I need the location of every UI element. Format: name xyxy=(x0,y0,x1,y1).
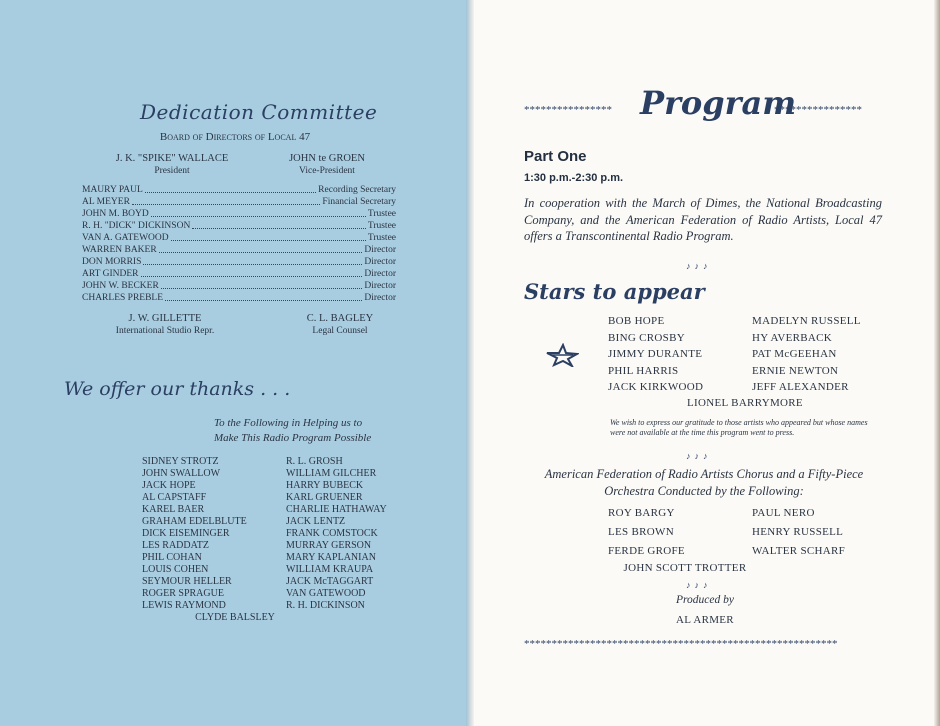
program-title: Program xyxy=(640,84,797,122)
leader-dots xyxy=(165,292,362,301)
officer-president xyxy=(92,152,252,178)
list-item: BOB HOPE xyxy=(608,315,665,327)
roster-row xyxy=(82,280,396,292)
roster-row xyxy=(82,184,396,196)
list-item: HARRY BUBECK xyxy=(286,480,364,491)
list-item: LES RADDATZ xyxy=(142,540,209,551)
star-rule-left: **************** xyxy=(524,104,612,116)
roster-role: Director xyxy=(364,281,396,291)
list-item: WILLIAM KRAUPA xyxy=(286,564,374,575)
officer-title: Vice-President xyxy=(299,166,355,176)
leader-dots xyxy=(171,232,366,241)
officer-title: International Studio Repr. xyxy=(115,326,215,336)
roster-row xyxy=(82,220,396,232)
stars-column-1 xyxy=(608,313,703,396)
part-heading: Part One xyxy=(524,148,587,165)
list-item: KAREL BAER xyxy=(142,504,205,515)
conductors-center-name: JOHN SCOTT TROTTER xyxy=(623,562,747,574)
list-item: HENRY RUSSELL xyxy=(752,526,844,538)
conductors-column-2 xyxy=(752,504,845,561)
thanks-subtitle-line: To the Following in Helping us to xyxy=(214,417,363,429)
list-item: ERNIE NEWTON xyxy=(752,364,839,377)
list-item: JIMMY DURANTE xyxy=(608,348,703,360)
roster-role: Trustee xyxy=(367,209,396,219)
board-title: Board of Directors of Local 47 xyxy=(159,131,311,143)
list-item: VAN GATEWOOD xyxy=(286,588,366,599)
roster-name: DON MORRIS xyxy=(82,257,142,267)
officer-vice-president xyxy=(262,152,392,178)
roster-role: Trustee xyxy=(367,233,396,243)
stars-column-2 xyxy=(752,313,861,396)
roster-name: JOHN M. BOYD xyxy=(82,209,149,219)
officer-name: J. K. "SPIKE" WALLACE xyxy=(115,153,229,164)
roster-row xyxy=(82,268,396,280)
roster-name: VAN A. GATEWOOD xyxy=(82,233,169,243)
list-item: MURRAY GERSON xyxy=(286,540,372,551)
list-item: DICK EISEMINGER xyxy=(142,528,230,539)
leader-dots xyxy=(143,256,362,265)
roster-role: Director xyxy=(364,269,396,279)
roster-role: Director xyxy=(364,293,396,303)
star-rule-right: **************** xyxy=(774,104,862,116)
roster-name: JOHN W. BECKER xyxy=(82,281,159,291)
roster-role: Director xyxy=(364,245,396,255)
dedication-committee-title: Dedication Committee xyxy=(140,100,378,124)
list-item: JOHN SWALLOW xyxy=(142,468,221,479)
list-item: MADELYN RUSSELL xyxy=(752,315,861,327)
thanks-column-2 xyxy=(286,456,387,612)
list-item: PAUL NERO xyxy=(752,507,815,519)
roster-name: WARREN BAKER xyxy=(82,245,157,255)
produced-by-label: Produced by xyxy=(675,594,734,606)
list-item: ROGER SPRAGUE xyxy=(142,588,224,599)
roster-role: Director xyxy=(364,257,396,267)
officer-name: JOHN te GROEN xyxy=(289,153,365,164)
list-item: JACK HOPE xyxy=(142,480,196,491)
officer-studio-rep xyxy=(80,312,250,338)
music-notes-icon: ♪♪♪ xyxy=(686,261,712,271)
list-item: SEYMOUR HELLER xyxy=(142,576,232,587)
roster-row xyxy=(82,292,396,304)
list-item: AL CAPSTAFF xyxy=(142,492,207,503)
roster-row xyxy=(82,196,396,208)
star-icon xyxy=(545,343,579,367)
roster-name: ART GINDER xyxy=(82,269,139,279)
officer-title: President xyxy=(154,166,190,176)
list-item: CHARLIE HATHAWAY xyxy=(286,504,387,515)
leader-dots xyxy=(192,220,366,229)
thanks-subtitle-line: Make This Radio Program Possible xyxy=(214,432,372,444)
roster-role: Trustee xyxy=(367,221,396,231)
list-item: ROY BARGY xyxy=(608,507,675,519)
list-item: JEFF ALEXANDER xyxy=(752,381,849,393)
music-notes-icon: ♪♪♪ xyxy=(686,451,712,461)
list-item: BING CROSBY xyxy=(608,331,685,344)
list-item: GRAHAM EDELBLUTE xyxy=(142,516,247,527)
list-item: HY AVERBACK xyxy=(752,331,833,344)
thanks-column-1 xyxy=(142,456,247,612)
list-item: JACK LENTZ xyxy=(286,516,346,527)
stars-center-name: LIONEL BARRYMORE xyxy=(687,397,803,409)
officer-title: Legal Counsel xyxy=(312,326,368,336)
roster-name: R. H. "DICK" DICKINSON xyxy=(82,221,191,231)
leader-dots xyxy=(132,196,320,205)
roster-row xyxy=(82,208,396,220)
star-rule-bottom: ********************************************************* xyxy=(524,638,838,650)
roster-row xyxy=(82,244,396,256)
list-item: LES BROWN xyxy=(608,526,674,538)
roster-row xyxy=(82,232,396,244)
list-item: R. L. GROSH xyxy=(286,456,343,467)
leader-dots xyxy=(161,280,363,289)
roster-role: Financial Secretary xyxy=(322,197,396,207)
list-item: SIDNEY STROTZ xyxy=(142,456,219,467)
list-item: JACK McTAGGART xyxy=(286,576,374,587)
leader-dots xyxy=(141,268,363,277)
officer-name: J. W. GILLETTE xyxy=(128,313,202,324)
officer-name: C. L. BAGLEY xyxy=(306,313,374,324)
roster-role: Recording Secretary xyxy=(318,185,396,195)
list-item: MARY KAPLANIAN xyxy=(286,552,376,563)
list-item: WALTER SCHARF xyxy=(752,545,846,557)
list-item: LOUIS COHEN xyxy=(142,564,209,575)
time-range: 1:30 p.m.-2:30 p.m. xyxy=(524,172,624,184)
leader-dots xyxy=(159,244,363,253)
producer-name: AL ARMER xyxy=(676,614,734,626)
list-item: PHIL HARRIS xyxy=(608,364,679,377)
roster-name: CHARLES PREBLE xyxy=(82,293,164,303)
list-item: JACK KIRKWOOD xyxy=(608,381,704,393)
leader-dots xyxy=(151,208,366,217)
thanks-subtitle xyxy=(214,416,371,446)
stars-title: Stars to appear xyxy=(524,279,705,304)
thanks-last-name: CLYDE BALSLEY xyxy=(195,612,275,623)
roster-row xyxy=(82,256,396,268)
afra-paragraph: American Federation of Radio Artists Chorus and a Fifty-Piece Orchestra Conducted by the Following: xyxy=(544,467,864,498)
conductors-column-1 xyxy=(608,504,685,561)
list-item: PHIL COHAN xyxy=(142,552,202,563)
board-roster xyxy=(82,184,396,304)
leader-dots xyxy=(145,184,316,193)
list-item: WILLIAM GILCHER xyxy=(286,468,377,479)
roster-name: MAURY PAUL xyxy=(82,185,143,195)
list-item: LEWIS RAYMOND xyxy=(142,600,226,611)
thanks-title: We offer our thanks . . . xyxy=(64,378,291,400)
gratitude-note: We wish to express our gratitude to those artists who appeared but whose names were not available at the time this program went to press. xyxy=(610,418,868,437)
list-item: FERDE GROFE xyxy=(608,545,685,557)
list-item: R. H. DICKINSON xyxy=(286,600,365,611)
music-notes-icon: ♪♪♪ xyxy=(686,580,712,590)
list-item: PAT McGEEHAN xyxy=(752,348,837,360)
cooperation-paragraph: In cooperation with the March of Dimes, the National Broadcasting Company, and the American Federation of Radio Artists, Local 47 offers a Transcontinental Radio Program. xyxy=(524,196,882,243)
roster-name: AL MEYER xyxy=(82,197,130,207)
officer-legal-counsel xyxy=(270,312,410,338)
list-item: FRANK COMSTOCK xyxy=(286,528,378,539)
list-item: KARL GRUENER xyxy=(286,492,363,503)
